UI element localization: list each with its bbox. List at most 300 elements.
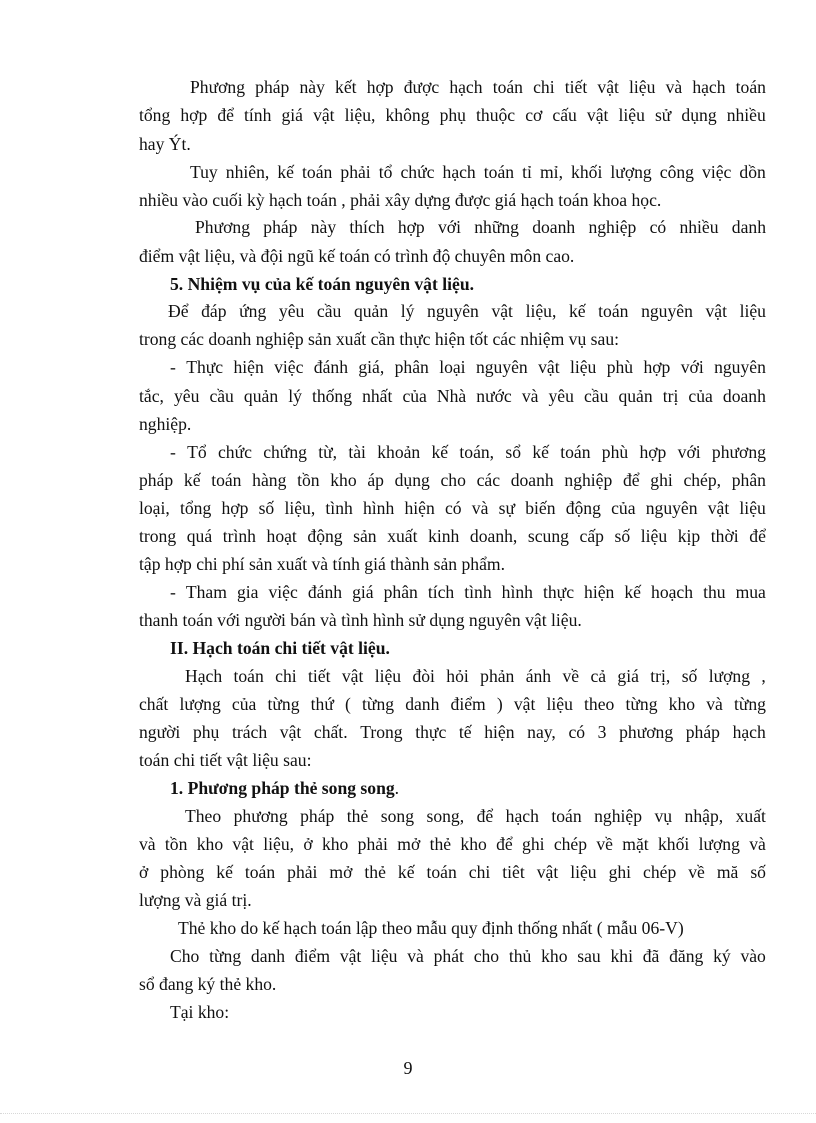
text-line: trong các doanh nghiệp sản xuất cần thực hiện tốt các nhiệm vụ sau: [139,329,620,349]
word: sự [498,498,515,518]
word: Tham [185,582,227,602]
word: phòng [160,862,205,882]
text-line [190,161,766,183]
word: nay, [527,722,556,742]
word: doanh, [469,526,518,546]
word: và [471,498,489,518]
word: hợp [643,357,671,377]
word: về [688,862,705,882]
word: tế [458,722,472,742]
page-number: 9 [403,1058,413,1078]
word: cơ [525,105,543,125]
word: khoản [377,442,421,462]
word: mở [329,862,353,882]
word: trị [662,386,679,406]
word: vật [232,834,254,854]
word: chứng [263,442,307,462]
text-line: toán chi tiết vật liệu sau: [139,750,312,770]
word: động [307,526,343,546]
word: tình [464,582,492,602]
word: với [437,217,461,237]
word: scung [527,526,569,546]
word: toán [244,862,276,882]
word: về [596,834,613,854]
word: vật [341,666,364,686]
section-heading: II. Hạch toán chi tiết vật liệu. [170,638,390,658]
word: và [665,77,683,97]
word: hàng [252,470,287,490]
word: quản [353,301,389,321]
word: nhất [362,386,393,406]
text-line [195,216,766,238]
word: chép [553,834,588,854]
word: chi [533,77,555,97]
word: đánh [313,357,348,377]
word: liệu [546,694,573,714]
word: ở [139,862,149,882]
word: chất. [313,722,348,742]
word: chép [643,862,677,882]
word: tình [325,498,353,518]
word: thuộc [476,105,516,125]
word: toán [483,162,515,182]
word: của [688,386,713,406]
word: ở [303,834,313,854]
word: theo [584,694,615,714]
word: sổ [505,442,522,462]
text-line [170,945,766,967]
text-line [185,805,766,827]
word: những [474,217,519,237]
word: danh [405,694,440,714]
word: danh [250,946,286,966]
word: trách [231,722,268,742]
text-line [139,104,766,126]
word: hợp [397,217,425,237]
word: không [385,105,430,125]
word: kết [335,77,357,97]
word: tỉ [522,162,532,182]
section-heading: 5. Nhiệm vụ của kế toán nguyên vật liệu. [170,274,475,294]
word: liệu [570,862,597,882]
word: liệu [640,526,668,546]
word: điểm [294,946,331,966]
word: toán [551,806,582,826]
word: mặt [622,834,649,854]
text-line: sổ đang ký thẻ kho. [139,974,277,994]
word: tồn [297,470,320,490]
word: phụ [192,722,220,742]
word: đòi [412,666,435,686]
word: sử [654,105,672,125]
word: vào [740,946,766,966]
word: tài [348,442,366,462]
word: Trong [360,722,403,742]
word: khối [657,834,690,854]
word: được [403,77,440,97]
text-line [170,441,766,463]
word: toán [426,862,457,882]
word: lượng [179,694,221,714]
word: chức [400,162,435,182]
word: giá [352,582,374,602]
word: vật [279,722,302,742]
word: dồn [739,162,766,182]
word: phân [394,357,429,377]
word: hình [501,582,533,602]
word: vật [597,77,619,97]
text-line [185,665,766,687]
word: việc [274,357,304,377]
text-line [139,693,766,715]
word: kho [668,694,696,714]
word: chép, [683,470,722,490]
word: vật [538,357,560,377]
word: tồn [164,834,188,854]
word: liệu [739,498,766,518]
word: kho [460,834,487,854]
word: để [496,834,513,854]
word: thời [710,526,739,546]
word: để [622,470,640,490]
word: mở [397,834,421,854]
word: dụng [394,470,430,490]
word: toán [598,301,629,321]
word: đăng [669,946,704,966]
word: trình [222,526,256,546]
word: pháp [255,77,290,97]
word: toán [735,77,766,97]
word: có [568,722,586,742]
word: việc [702,162,732,182]
word: song, [426,806,465,826]
word: có [649,217,667,237]
word: Hạch [185,666,223,686]
word: trị, [650,666,671,686]
word: nguyên [475,357,528,377]
word: sau [577,946,601,966]
word: hạch [449,77,483,97]
word: phương [233,806,288,826]
word: liệu [739,301,766,321]
word: phát [433,946,464,966]
word: ứng [239,301,267,321]
word: giá, [358,357,385,377]
word: - [170,442,176,462]
word: xuất [387,526,418,546]
word: Để [168,301,189,321]
word: kho [330,470,357,490]
word: có [444,498,462,518]
text-line: lượng và giá trị. [139,890,252,910]
word: lý [288,386,302,406]
word: ) [496,694,503,714]
word: phải [287,862,318,882]
word: chức [217,442,252,462]
word: loại, [139,498,170,518]
word: cầu [583,386,609,406]
word: phương [711,442,766,462]
word: nhiều [679,217,719,237]
word: thủ [508,946,532,966]
word: tiết [308,666,331,686]
word: tổ [378,162,393,182]
word: của [231,694,257,714]
word: ghi [522,834,545,854]
word: tiêt [502,862,525,882]
word: hạch [692,77,726,97]
word: pháp [300,806,335,826]
text-line [139,497,766,519]
word: số [614,526,631,546]
word: và [407,946,424,966]
word: , [761,666,766,686]
word: công [659,162,694,182]
word: liệu [629,77,656,97]
word: phản [480,666,515,686]
text-line: Tại kho: [170,1002,230,1022]
word: áp [367,470,384,490]
word: nhiều [726,105,766,125]
word: kế [624,582,641,602]
word: pháp [685,722,720,742]
word: mua [735,582,766,602]
word: Cho [170,946,200,966]
text-line: tập hợp chi phí sản xuất và tính giá thành sản phẩm. [139,554,505,574]
word: từng [625,694,658,714]
word: hạch [732,722,766,742]
word: 3 [597,722,607,742]
word: và [706,694,723,714]
word: ánh [525,666,552,686]
word: dụng [681,105,717,125]
word: chất [139,694,169,714]
word: liệu [618,105,645,125]
word: vật [513,694,536,714]
word: phù [601,442,629,462]
word: yêu [173,386,200,406]
word: để [749,526,766,546]
word: thẻ [429,834,452,854]
word: hợp [221,498,249,518]
word: thứ [310,694,334,714]
word: cầu [209,386,234,406]
text-line [139,861,766,883]
word: các [476,470,501,490]
word: kịp [677,526,701,546]
word: tính [244,105,272,125]
word: gia [236,582,259,602]
word: để [476,806,494,826]
word: cấu [552,105,577,125]
word: kế [431,442,449,462]
text-line [139,525,766,547]
word: quản [618,386,653,406]
word: nhiên, [225,162,270,182]
word: - [170,357,176,377]
word: thích [349,217,385,237]
word: hoạch [651,582,694,602]
word: từng [733,694,766,714]
word: để [217,105,234,125]
word: vật [586,105,609,125]
word: cấp [579,526,604,546]
word: hiện [484,722,515,742]
word: nguyên [714,357,766,377]
word: nghiệp [594,806,643,826]
word: toán [492,77,523,97]
word: quá [186,526,213,546]
word: nguyên [645,498,698,518]
word: hợp [366,77,394,97]
word: quản [243,386,279,406]
word: phụ [439,105,466,125]
word: lượng [610,162,652,182]
word: mă [716,862,739,882]
word: liệu, [525,301,557,321]
text-line [139,385,766,407]
word: số [258,498,275,518]
word: này [310,217,337,237]
word: hợp [639,442,667,462]
word: liệu, [263,834,295,854]
word: hiện [584,582,615,602]
word: hình [363,498,395,518]
word: giá [281,105,303,125]
text-line [170,581,766,603]
word: chi [275,666,297,686]
text-line [139,721,766,743]
word: phân [731,470,766,490]
word: yêu [278,301,305,321]
word: vật [705,301,727,321]
word: ghi [650,470,673,490]
word: toán, [459,442,495,462]
word: số [681,666,698,686]
word: vật [313,105,335,125]
word: ghi [608,862,632,882]
word: liệu [374,666,402,686]
word: nguyên [427,301,479,321]
word: thực [542,582,575,602]
word: tích [427,582,455,602]
word: mỉ, [540,162,563,182]
word: toán [233,666,264,686]
word: về [562,666,580,686]
word: hỏi [446,666,469,686]
text-line: thanh toán với người bán và tình hình sử dụng nguyên vật liệu. [139,610,582,630]
text-line [139,469,766,491]
word: pháp [139,470,174,490]
text-line: nhiều vào cuối kỳ hạch toán , phải xây dựng được giá hạch toán khoa học. [139,190,662,210]
word: chi [468,862,491,882]
word: kho [196,834,224,854]
word: pháp [263,217,298,237]
word: kho [541,946,568,966]
word: Phương [195,217,251,237]
word: hạch [442,162,476,182]
word: toán [560,442,591,462]
word: sản [353,526,377,546]
word: vật [491,301,513,321]
word: thẻ [364,862,386,882]
word: vật [536,862,559,882]
word: tiết [564,77,588,97]
word: người [139,722,181,742]
word: vụ [654,806,673,826]
word: lượng [698,834,740,854]
word: - [170,582,176,602]
word: và [521,386,539,406]
word: nhập, [684,806,724,826]
word: Tổ [187,442,207,462]
word: Nhà [436,386,467,406]
word: phù [606,357,634,377]
word: trong [139,526,177,546]
word: khi [610,946,633,966]
word: hoạt [266,526,297,546]
word: nghiệp [588,217,637,237]
word: biến [525,498,556,518]
word: hợp [180,105,208,125]
word: cả [590,666,607,686]
word: liệu, [344,105,376,125]
word: và [139,834,156,854]
word: phải [357,834,388,854]
word: từng [267,694,300,714]
text-line [168,300,766,322]
word: nguyên [641,301,693,321]
word: phải [340,162,371,182]
word: liệu [371,946,398,966]
word: điểm [450,694,486,714]
word: đã [642,946,660,966]
word: từng [209,946,242,966]
text-line [190,76,766,98]
word: cho [440,470,466,490]
word: và [749,834,766,854]
word: Phương [190,77,246,97]
word: Theo [185,806,222,826]
word: liệu [569,357,597,377]
word: yêu [548,386,574,406]
word: toán [211,470,242,490]
word: kế [397,862,415,882]
word: động [565,498,601,518]
word: nghiệp [564,470,613,490]
word: ( [345,694,351,714]
word: nước [476,386,512,406]
word: doanh [532,217,576,237]
text-line: nghiệp. [139,414,192,434]
word: tắc, [139,386,164,406]
word: loại [439,357,466,377]
word: của [402,386,427,406]
word: thực [415,722,447,742]
text-line [139,833,766,855]
word: toán [302,162,333,182]
word: tổng [179,498,212,518]
word: xuất [735,806,766,826]
text-line: điểm vật liệu, và đội ngũ kế toán có trình độ chuyên môn cao. [139,246,575,266]
word: cầu [316,301,342,321]
word: thống [311,386,353,406]
word: này [299,77,325,97]
word: thẻ [346,806,369,826]
word: hạch [505,806,539,826]
word: phân [383,582,418,602]
word: ký [713,946,731,966]
